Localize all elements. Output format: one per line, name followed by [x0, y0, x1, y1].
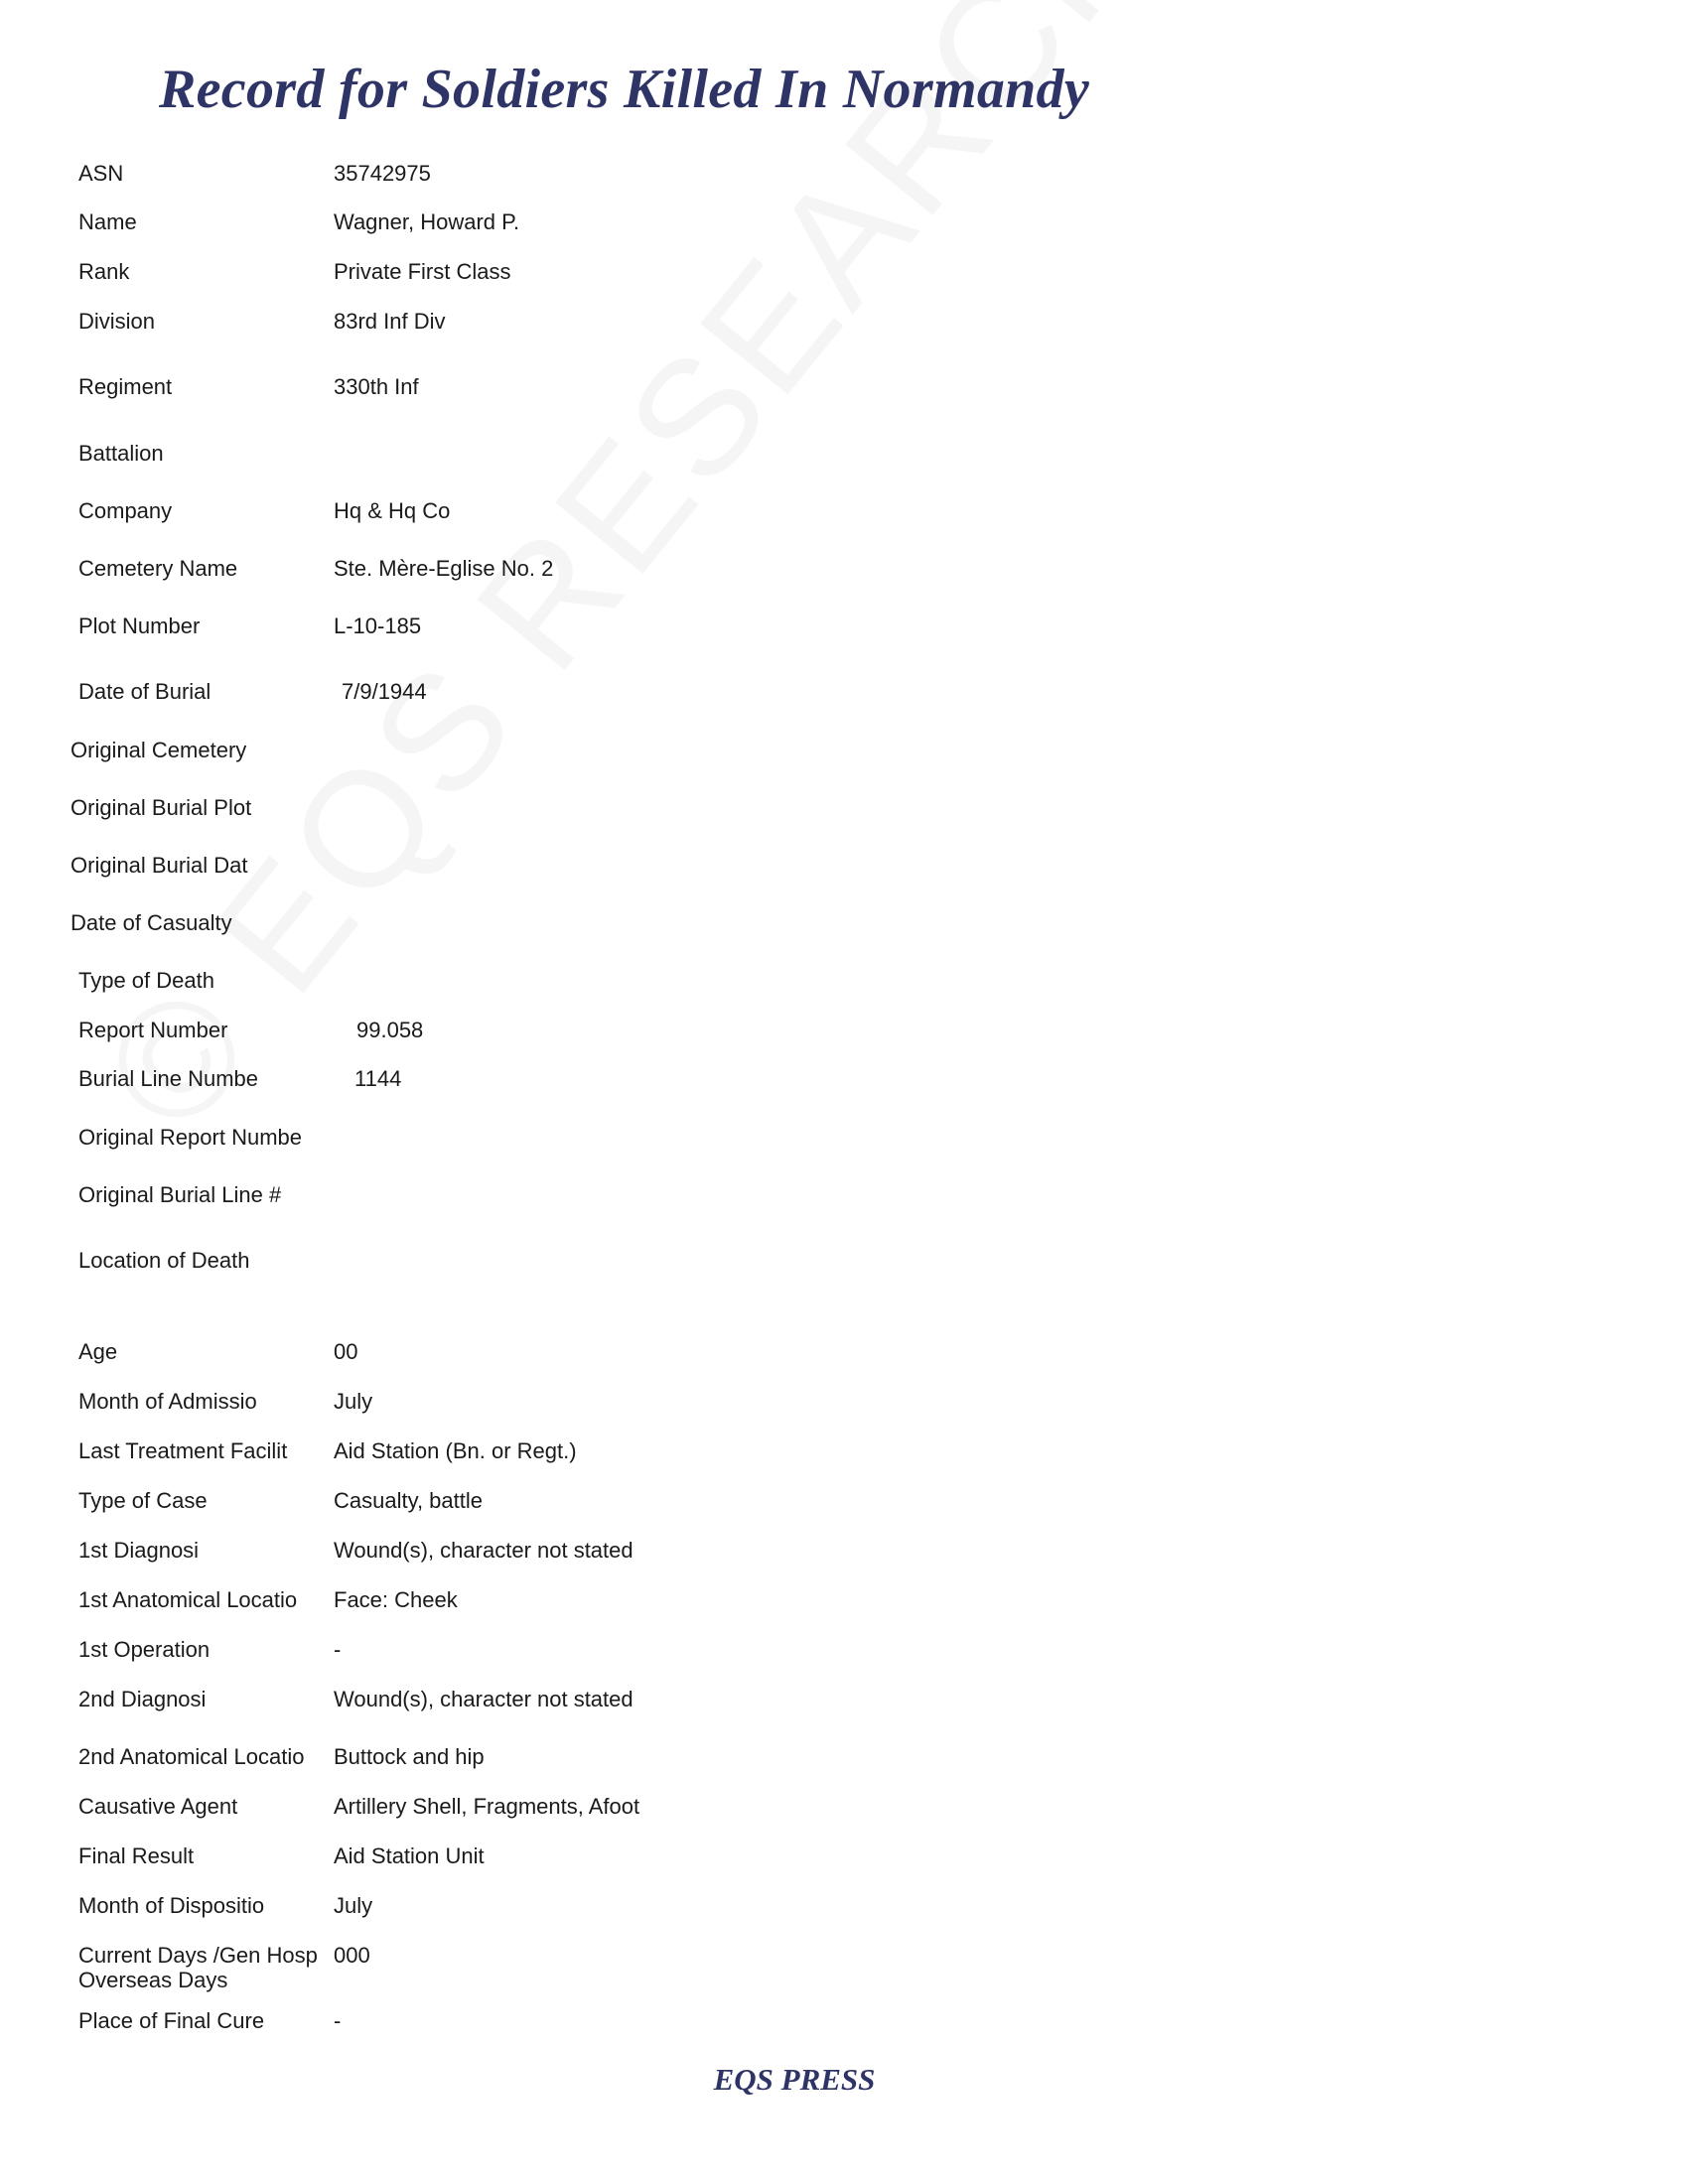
field-label: Location of Death	[78, 1248, 250, 1273]
field-value: L-10-185	[334, 614, 422, 638]
field-label: Month of Dispositio	[78, 1893, 265, 1918]
field-value: 83rd Inf Div	[334, 309, 446, 334]
field-label: Date of Burial	[78, 679, 211, 704]
field-label: Date of Casualty	[70, 910, 232, 935]
field-value: 7/9/1944	[342, 679, 427, 704]
field-label: 1st Diagnosi	[78, 1538, 200, 1563]
field-label: Cemetery Name	[78, 556, 238, 581]
field-value: Aid Station (Bn. or Regt.)	[334, 1438, 577, 1463]
field-label: Company	[78, 498, 173, 523]
field-value: Hq & Hq Co	[334, 498, 451, 523]
field-value: Private First Class	[334, 259, 511, 284]
field-label: 1st Operation	[78, 1637, 211, 1662]
field-label: Regiment	[78, 374, 173, 399]
field-label: Original Report Numbe	[78, 1125, 302, 1150]
field-label: Current Days /Gen Hosp	[78, 1943, 318, 1968]
field-label: Name	[78, 209, 137, 234]
field-value: Buttock and hip	[334, 1744, 485, 1769]
page-title: Record for Soldiers Killed In Normandy	[159, 59, 1090, 120]
field-label: 1st Anatomical Locatio	[78, 1587, 298, 1612]
field-value: -	[334, 1637, 342, 1662]
field-label: Burial Line Numbe	[78, 1066, 258, 1091]
field-label: Final Result	[78, 1843, 195, 1868]
field-value: 00	[334, 1339, 358, 1364]
field-label: Original Cemetery	[70, 738, 247, 762]
field-label: Last Treatment Facilit	[78, 1438, 288, 1463]
field-label: 2nd Diagnosi	[78, 1687, 207, 1711]
field-label: Place of Final Cure	[78, 2008, 265, 2033]
field-value: 1144	[354, 1066, 402, 1091]
field-value: Face: Cheek	[334, 1587, 458, 1612]
field-value: Wound(s), character not stated	[334, 1538, 633, 1563]
field-label: 2nd Anatomical Locatio	[78, 1744, 305, 1769]
field-value: 35742975	[334, 161, 431, 186]
field-label: Original Burial Line #	[78, 1182, 282, 1207]
field-value: July	[334, 1893, 373, 1918]
footer-press: EQS PRESS	[713, 2062, 876, 2097]
field-value: Ste. Mère-Eglise No. 2	[334, 556, 554, 581]
field-label: Rank	[78, 259, 130, 284]
field-value: 330th Inf	[334, 374, 419, 399]
field-label: Month of Admissio	[78, 1389, 257, 1414]
field-value: 99.058	[356, 1018, 424, 1042]
field-label: Causative Agent	[78, 1794, 238, 1819]
field-value: Aid Station Unit	[334, 1843, 485, 1868]
field-value: Artillery Shell, Fragments, Afoot	[334, 1794, 640, 1819]
field-value: July	[334, 1389, 373, 1414]
field-label: Overseas Days	[78, 1968, 228, 1992]
field-label: Type of Case	[78, 1488, 208, 1513]
field-label: ASN	[78, 161, 124, 186]
field-label: Battalion	[78, 441, 164, 466]
field-label: Plot Number	[78, 614, 201, 638]
field-label: Original Burial Plot	[70, 795, 252, 820]
field-label: Report Number	[78, 1018, 228, 1042]
field-value: Wound(s), character not stated	[334, 1687, 633, 1711]
field-label: Original Burial Dat	[70, 853, 248, 878]
field-value: Casualty, battle	[334, 1488, 484, 1513]
field-label: Age	[78, 1339, 118, 1364]
field-value: -	[334, 2008, 342, 2033]
field-value: Wagner, Howard P.	[334, 209, 520, 234]
field-label: Type of Death	[78, 968, 214, 993]
field-label: Division	[78, 309, 156, 334]
field-value: 000	[334, 1943, 370, 1968]
watermark-text	[67, 0, 1189, 1165]
